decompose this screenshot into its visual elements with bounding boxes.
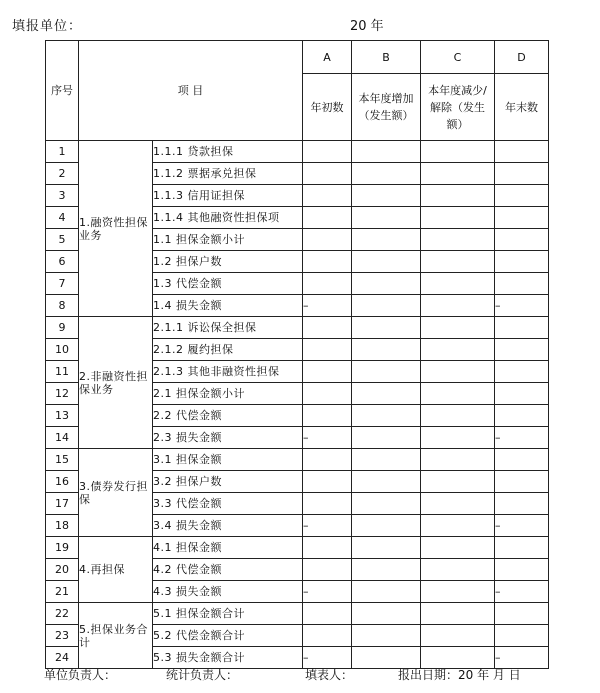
cell-d[interactable] — [495, 251, 549, 273]
row-seq: 10 — [46, 339, 79, 361]
cell-d[interactable]: – — [495, 295, 549, 317]
cell-c[interactable] — [421, 295, 495, 317]
cell-c[interactable] — [421, 537, 495, 559]
cell-c[interactable] — [421, 207, 495, 229]
seq-header: 序号 — [46, 41, 79, 141]
filler-label: 填表人： — [305, 668, 354, 682]
cell-c[interactable] — [421, 163, 495, 185]
cell-a[interactable] — [303, 361, 352, 383]
row-item: 1.4 损失金额 — [153, 295, 303, 317]
cell-a[interactable]: – — [303, 295, 352, 317]
row-item: 3.4 损失金额 — [153, 515, 303, 537]
cell-a[interactable] — [303, 603, 352, 625]
row-seq: 8 — [46, 295, 79, 317]
cell-d[interactable] — [495, 603, 549, 625]
cell-d[interactable] — [495, 383, 549, 405]
cell-b[interactable] — [352, 493, 421, 515]
cell-c[interactable] — [421, 317, 495, 339]
cell-a[interactable] — [303, 207, 352, 229]
cell-a[interactable]: – — [303, 581, 352, 603]
cell-a[interactable] — [303, 449, 352, 471]
cell-b[interactable] — [352, 625, 421, 647]
row-seq: 21 — [46, 581, 79, 603]
cell-c[interactable] — [421, 581, 495, 603]
row-item: 4.1 担保金额 — [153, 537, 303, 559]
cell-a[interactable] — [303, 339, 352, 361]
cell-d[interactable] — [495, 339, 549, 361]
cell-d[interactable] — [495, 317, 549, 339]
row-item: 4.3 损失金额 — [153, 581, 303, 603]
cell-a[interactable] — [303, 405, 352, 427]
cell-b[interactable] — [352, 141, 421, 163]
cell-a[interactable]: – — [303, 647, 352, 669]
row-seq: 2 — [46, 163, 79, 185]
year-label: 20 年 — [350, 19, 384, 34]
cell-a[interactable] — [303, 559, 352, 581]
stat-head-label: 统计负责人： — [166, 668, 239, 682]
row-seq: 12 — [46, 383, 79, 405]
cell-d[interactable] — [495, 537, 549, 559]
cell-d[interactable] — [495, 207, 549, 229]
cell-c[interactable] — [421, 251, 495, 273]
table-row — [46, 537, 549, 559]
cell-b[interactable] — [352, 185, 421, 207]
cell-b[interactable] — [352, 471, 421, 493]
group-label: 1.融资性担保业务 — [79, 141, 153, 317]
cell-d[interactable]: – — [495, 581, 549, 603]
cell-b[interactable] — [352, 427, 421, 449]
cell-c[interactable] — [421, 603, 495, 625]
row-item: 3.1 担保金额 — [153, 449, 303, 471]
row-seq: 3 — [46, 185, 79, 207]
cell-b[interactable] — [352, 339, 421, 361]
cell-b[interactable] — [352, 295, 421, 317]
cell-b[interactable] — [352, 581, 421, 603]
cell-d[interactable] — [495, 449, 549, 471]
cell-b[interactable] — [352, 383, 421, 405]
row-item: 2.1.2 履约担保 — [153, 339, 303, 361]
col-d-header: 年末数 — [495, 74, 549, 141]
cell-d[interactable] — [495, 625, 549, 647]
row-seq: 23 — [46, 625, 79, 647]
row-item: 5.1 担保金额合计 — [153, 603, 303, 625]
cell-a[interactable] — [303, 163, 352, 185]
cell-a[interactable] — [303, 141, 352, 163]
row-seq: 18 — [46, 515, 79, 537]
col-c-header: 本年度减少/解除（发生额） — [421, 74, 495, 141]
row-item: 1.1.4 其他融资性担保项 — [153, 207, 303, 229]
row-seq: 14 — [46, 427, 79, 449]
cell-a[interactable] — [303, 273, 352, 295]
row-item: 1.1.1 贷款担保 — [153, 141, 303, 163]
cell-d[interactable] — [495, 163, 549, 185]
row-item: 4.2 代偿金额 — [153, 559, 303, 581]
row-seq: 17 — [46, 493, 79, 515]
col-a-header: 年初数 — [303, 74, 352, 141]
cell-c[interactable] — [421, 339, 495, 361]
cell-b[interactable] — [352, 229, 421, 251]
row-item: 5.2 代偿金额合计 — [153, 625, 303, 647]
cell-b[interactable] — [352, 251, 421, 273]
row-item: 1.3 代偿金额 — [153, 273, 303, 295]
cell-c[interactable] — [421, 471, 495, 493]
header-letter-row — [46, 41, 549, 74]
cell-a[interactable] — [303, 185, 352, 207]
item-header: 项 目 — [79, 41, 303, 141]
cell-c[interactable] — [421, 559, 495, 581]
row-seq: 20 — [46, 559, 79, 581]
row-item: 1.1.2 票据承兑担保 — [153, 163, 303, 185]
cell-c[interactable] — [421, 383, 495, 405]
row-seq: 16 — [46, 471, 79, 493]
cell-a[interactable] — [303, 251, 352, 273]
cell-b[interactable] — [352, 559, 421, 581]
row-seq: 6 — [46, 251, 79, 273]
group-label: 5.担保业务合计 — [79, 603, 153, 669]
table-row — [46, 317, 549, 339]
cell-c[interactable] — [421, 141, 495, 163]
cell-d[interactable] — [495, 141, 549, 163]
cell-d[interactable] — [495, 273, 549, 295]
row-seq: 1 — [46, 141, 79, 163]
group-label: 3.债券发行担保 — [79, 449, 153, 537]
cell-c[interactable] — [421, 493, 495, 515]
cell-b[interactable] — [352, 361, 421, 383]
row-seq: 15 — [46, 449, 79, 471]
cell-c[interactable] — [421, 625, 495, 647]
row-seq: 7 — [46, 273, 79, 295]
cell-b[interactable] — [352, 207, 421, 229]
cell-b[interactable] — [352, 405, 421, 427]
cell-a[interactable]: – — [303, 515, 352, 537]
cell-a[interactable] — [303, 537, 352, 559]
row-seq: 19 — [46, 537, 79, 559]
cell-b[interactable] — [352, 537, 421, 559]
cell-a[interactable] — [303, 625, 352, 647]
row-item: 2.1.1 诉讼保全担保 — [153, 317, 303, 339]
cell-d[interactable] — [495, 493, 549, 515]
row-seq: 13 — [46, 405, 79, 427]
cell-d[interactable] — [495, 559, 549, 581]
cell-a[interactable] — [303, 317, 352, 339]
row-item: 3.3 代偿金额 — [153, 493, 303, 515]
row-seq: 24 — [46, 647, 79, 669]
cell-b[interactable] — [352, 273, 421, 295]
report-date-label: 报出日期：20 年 月 日 — [398, 668, 521, 682]
unit-head-label: 单位负责人： — [44, 668, 117, 682]
cell-c[interactable] — [421, 515, 495, 537]
col-d-letter: D — [495, 41, 549, 74]
cell-a[interactable] — [303, 493, 352, 515]
report-table — [45, 40, 549, 669]
row-item: 3.2 担保户数 — [153, 471, 303, 493]
group-label: 2.非融资性担保业务 — [79, 317, 153, 449]
cell-c[interactable] — [421, 229, 495, 251]
col-a-letter: A — [303, 41, 352, 74]
row-item: 1.2 担保户数 — [153, 251, 303, 273]
row-item: 2.2 代偿金额 — [153, 405, 303, 427]
cell-d[interactable] — [495, 405, 549, 427]
col-b-letter: B — [352, 41, 421, 74]
cell-b[interactable] — [352, 449, 421, 471]
cell-a[interactable]: – — [303, 427, 352, 449]
col-c-letter: C — [421, 41, 495, 74]
row-item: 2.1.3 其他非融资性担保 — [153, 361, 303, 383]
table-row — [46, 141, 549, 163]
cell-a[interactable] — [303, 383, 352, 405]
table-row — [46, 603, 549, 625]
row-item: 1.1.3 信用证担保 — [153, 185, 303, 207]
cell-c[interactable] — [421, 449, 495, 471]
row-item: 2.3 损失金额 — [153, 427, 303, 449]
cell-d[interactable] — [495, 185, 549, 207]
unit-label: 填报单位： — [12, 19, 83, 34]
cell-c[interactable] — [421, 361, 495, 383]
cell-c[interactable] — [421, 273, 495, 295]
row-item: 5.3 损失金额合计 — [153, 647, 303, 669]
cell-a[interactable] — [303, 229, 352, 251]
row-seq: 4 — [46, 207, 79, 229]
cell-b[interactable] — [352, 603, 421, 625]
row-item: 1.1 担保金额小计 — [153, 229, 303, 251]
row-seq: 5 — [46, 229, 79, 251]
row-seq: 11 — [46, 361, 79, 383]
cell-d[interactable] — [495, 471, 549, 493]
cell-d[interactable]: – — [495, 427, 549, 449]
cell-d[interactable]: – — [495, 647, 549, 669]
cell-c[interactable] — [421, 185, 495, 207]
col-b-header: 本年度增加（发生额） — [352, 74, 421, 141]
table-row — [46, 449, 549, 471]
row-seq: 22 — [46, 603, 79, 625]
row-item: 2.1 担保金额小计 — [153, 383, 303, 405]
cell-a[interactable] — [303, 471, 352, 493]
cell-d[interactable]: – — [495, 515, 549, 537]
cell-d[interactable] — [495, 361, 549, 383]
cell-c[interactable] — [421, 427, 495, 449]
cell-b[interactable] — [352, 515, 421, 537]
cell-c[interactable] — [421, 405, 495, 427]
cell-b[interactable] — [352, 163, 421, 185]
group-label: 4.再担保 — [79, 537, 153, 603]
cell-d[interactable] — [495, 229, 549, 251]
row-seq: 9 — [46, 317, 79, 339]
cell-b[interactable] — [352, 317, 421, 339]
